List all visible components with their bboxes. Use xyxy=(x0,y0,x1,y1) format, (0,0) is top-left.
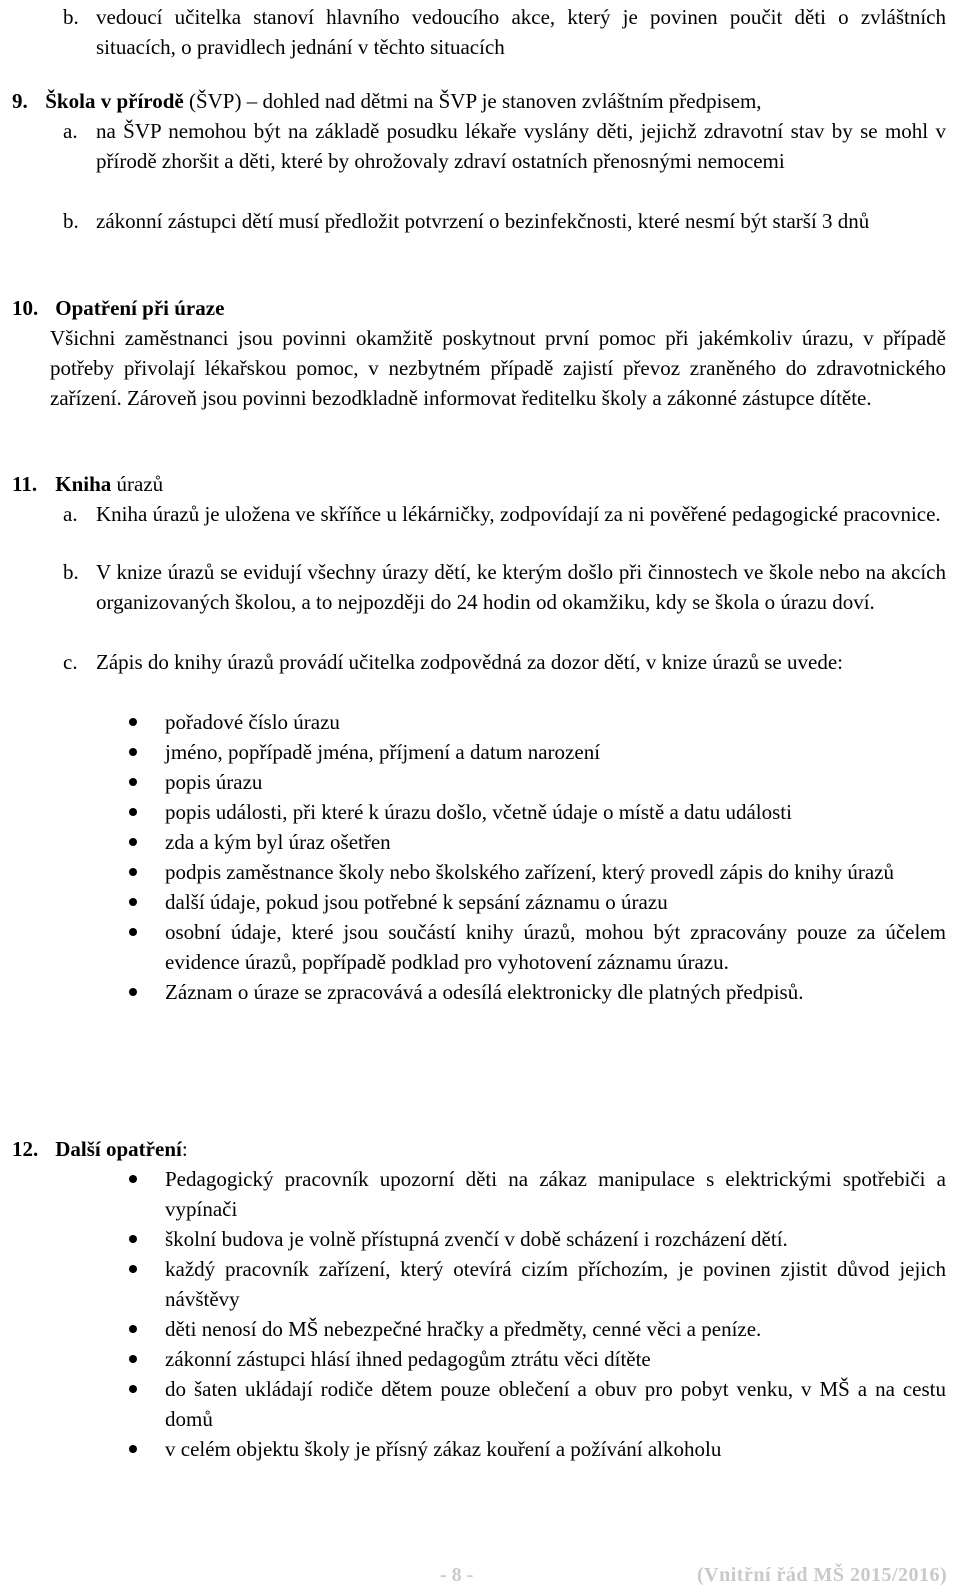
list-item: podpis zaměstnance školy nebo školského zařízení, který provedl zápis do knihy úrazů xyxy=(165,857,946,887)
section-10-heading xyxy=(12,293,224,323)
bullet-icon xyxy=(129,988,137,996)
section-title: Kniha xyxy=(55,472,112,496)
bullet-icon xyxy=(129,1385,137,1393)
list-item: každý pracovník zařízení, který otevírá cizím příchozím, je povinen zjistit důvod jejich návštěvy xyxy=(165,1254,946,1314)
top-item-b xyxy=(63,2,946,62)
item-text: zákonní zástupci dětí musí předložit potvrzení o bezinfekčnosti, které nesmí být starší 3 dnů xyxy=(96,209,870,233)
section-title-rest: : xyxy=(181,1137,188,1161)
bullet-icon xyxy=(129,868,137,876)
list-item: osobní údaje, které jsou součástí knihy úrazů, mohou být zpracovány pouze za účelem evidence úrazů, popřípadě podklad pro vyhotovení záznamu úrazu. xyxy=(165,917,946,977)
section-11-item-b xyxy=(63,557,946,617)
footer-page-number: - 8 - xyxy=(440,1564,474,1586)
section-11-item-a xyxy=(63,499,946,529)
section-12-heading xyxy=(12,1134,188,1164)
bullet-icon xyxy=(129,1445,137,1453)
section-number: 9. xyxy=(12,89,28,113)
section-9-item-a xyxy=(63,116,946,176)
section-number: 11. xyxy=(12,472,38,496)
bullet-icon xyxy=(129,838,137,846)
item-label: b. xyxy=(63,5,79,29)
bullet-icon xyxy=(129,1265,137,1273)
bullet-icon xyxy=(129,1355,137,1363)
section-11-bullet-list xyxy=(165,707,946,1007)
bullet-icon xyxy=(129,718,137,726)
item-label: a. xyxy=(63,119,78,143)
item-label: c. xyxy=(63,650,78,674)
bullet-icon xyxy=(129,808,137,816)
list-item: školní budova je volně přístupná zvenčí v době scházení i rozcházení dětí. xyxy=(165,1224,946,1254)
section-number: 10. xyxy=(12,296,39,320)
section-title-rest: (ŠVP) – dohled nad dětmi na ŠVP je stanoven zvláštním předpisem, xyxy=(183,89,762,113)
section-title: Škola v přírodě xyxy=(45,89,184,113)
section-title-rest: úrazů xyxy=(111,472,164,496)
list-item: pořadové číslo úrazu xyxy=(165,707,946,737)
section-title: Další opatření xyxy=(55,1137,182,1161)
item-label: b. xyxy=(63,560,79,584)
item-label: a. xyxy=(63,502,78,526)
section-11-heading xyxy=(12,469,163,499)
bullet-icon xyxy=(129,1325,137,1333)
list-item: Záznam o úraze se zpracovává a odesílá elektronicky dle platných předpisů. xyxy=(165,977,946,1007)
bullet-icon xyxy=(129,1175,137,1183)
item-label: b. xyxy=(63,209,79,233)
list-item: zákonní zástupci hlásí ihned pedagogům ztrátu věci dítěte xyxy=(165,1344,946,1374)
bullet-icon xyxy=(129,778,137,786)
item-text: na ŠVP nemohou být na základě posudku lékaře vyslány děti, jejichž zdravotní stav by se mohl v přírodě zhoršit a děti, které by ohrožovaly zdraví ostatních přenosnými nemocemi xyxy=(96,119,946,173)
item-text: Zápis do knihy úrazů provádí učitelka zodpovědná za dozor dětí, v knize úrazů se uvede: xyxy=(96,650,843,674)
section-title: Opatření při úraze xyxy=(55,296,225,320)
section-number: 12. xyxy=(12,1137,39,1161)
bullet-icon xyxy=(129,748,137,756)
item-text: V knize úrazů se evidují všechny úrazy dětí, ke kterým došlo při činnostech ve škole nebo na akcích organizovaných školou, a to nejpozději do 24 hodin od okamžiku, kdy se škola o úrazu doví. xyxy=(96,560,946,614)
bullet-icon xyxy=(129,1235,137,1243)
list-item: popis události, při které k úrazu došlo, včetně údaje o místě a datu události xyxy=(165,797,946,827)
footer-document-title: (Vnitřní řád MŠ 2015/2016) xyxy=(697,1564,948,1586)
bullet-icon xyxy=(129,928,137,936)
section-9-heading xyxy=(12,86,762,116)
list-item: Pedagogický pracovník upozorní děti na zákaz manipulace s elektrickými spotřebiči a vypínači xyxy=(165,1164,946,1224)
list-item: do šaten ukládají rodiče dětem pouze oblečení a obuv pro pobyt venku, v MŠ a na cestu domů xyxy=(165,1374,946,1434)
item-text: Kniha úrazů je uložena ve skříňce u lékárničky, zodpovídají za ni pověřené pedagogické pracovnice. xyxy=(96,502,941,526)
list-item: jméno, popřípadě jména, příjmení a datum narození xyxy=(165,737,946,767)
list-item: další údaje, pokud jsou potřebné k sepsání záznamu o úrazu xyxy=(165,887,946,917)
item-text: vedoucí učitelka stanoví hlavního vedoucího akce, který je povinen poučit děti o zvláštních situacích, o pravidlech jednání v těchto situacích xyxy=(96,5,946,59)
list-item: v celém objektu školy je přísný zákaz kouření a požívání alkoholu xyxy=(165,1434,946,1464)
bullet-icon xyxy=(129,898,137,906)
section-11-item-c xyxy=(63,647,946,677)
section-9-item-b xyxy=(63,206,946,236)
section-10-paragraph: Všichni zaměstnanci jsou povinni okamžitě poskytnout první pomoc při jakémkoliv úrazu, v případě potřeby přivolají lékařskou pomoc, v nezbytném případě zajistí převoz zraněného do zdravotnického zařízení. Zároveň jsou povinni bezodkladně informovat ředitelku školy a zákonné zástupce dítěte. xyxy=(50,326,946,410)
list-item: děti nenosí do MŠ nebezpečné hračky a předměty, cenné věci a peníze. xyxy=(165,1314,946,1344)
list-item: popis úrazu xyxy=(165,767,946,797)
section-12-bullet-list xyxy=(165,1164,946,1464)
list-item: zda a kým byl úraz ošetřen xyxy=(165,827,946,857)
